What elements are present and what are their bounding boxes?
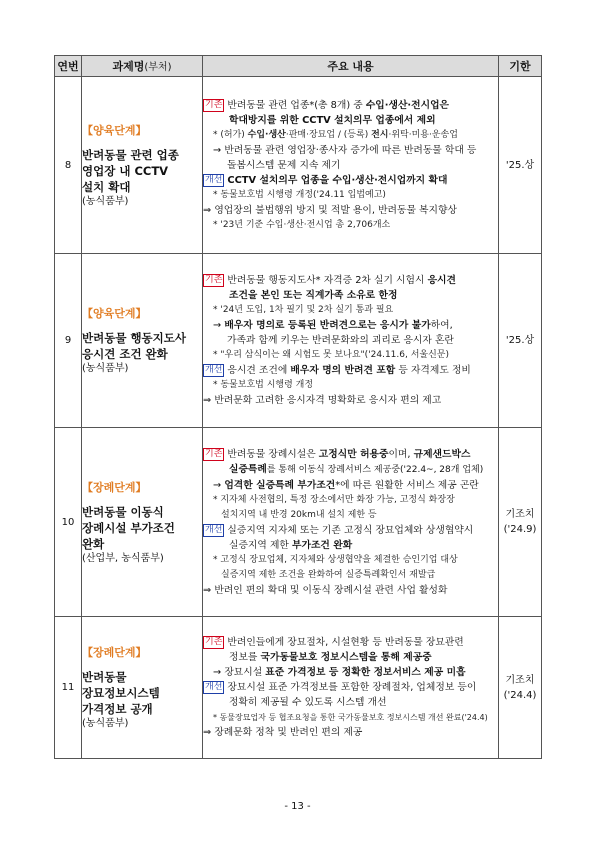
content-text: 정확히 제공될 수 있도록 시스템 개선 (229, 697, 387, 708)
task-cell (82, 428, 203, 617)
arrow-line: → 장묘시설 표준 가격정보 등 정확한 정보서비스 제공 미흡 (213, 667, 466, 678)
arrow-line: → 엄격한 실증특례 부가조건*에 따른 원활한 서비스 제공 곤란 (213, 479, 479, 491)
content-cell (203, 77, 499, 254)
content-text: 반려인들에게 장묘절차, 시설현황 등 반려동물 장묘관련 (227, 637, 464, 648)
arrow-line: → 반려동물 관련 영업장·종사자 증가에 따른 반려동물 학대 등 (213, 144, 477, 156)
current-tag: 기존 (205, 637, 223, 647)
task-title-line: 완화 (82, 536, 105, 551)
department: (농식품부) (82, 718, 129, 729)
page-number: - 13 - (284, 801, 311, 812)
current-tag: 기존 (205, 275, 223, 285)
result-line: ⇒ 장례문화 정착 및 반려인 편의 제공 (203, 727, 363, 738)
content-text: 장묘시설 표준 가격정보를 포함한 장례절차, 업체정보 등이 (227, 682, 477, 693)
footnote: * "우리 삼식이는 왜 시험도 못 보나요"('24.11.6, 서울신문) (213, 350, 450, 360)
due-cell: '25.상 (499, 254, 542, 428)
current-tag: 기존 (205, 448, 223, 459)
row-number: 9 (55, 254, 82, 428)
task-title-line: 장례시설 부가조건 (82, 520, 175, 535)
content-bold: 수입·생산·전시업은 (365, 99, 449, 111)
task-title-line: 설치 확대 (82, 179, 131, 194)
footnote: * 동물보호법 시행령 개정('24.11 입법예고) (213, 189, 386, 200)
table-row (55, 254, 542, 428)
header-year: 연번 (55, 56, 82, 77)
due-cell: 기조치 ('24.4) (499, 617, 542, 759)
header-due: 기한 (499, 56, 542, 77)
header-row (55, 56, 542, 77)
task-title-line: 반려동물 (82, 670, 127, 684)
task-cell (82, 617, 203, 759)
task-title-line: 반려동물 행동지도사 (82, 331, 186, 345)
task-cell (82, 77, 203, 254)
header-content: 주요 내용 (203, 56, 499, 77)
header-task (82, 56, 203, 77)
content-text: 실증지역 제한 부가조건 완화 (229, 539, 353, 551)
row-number: 11 (55, 617, 82, 759)
improve-tag: 개선 (205, 682, 223, 692)
table-row (55, 428, 542, 617)
content-bold: 학대방지를 위한 CCTV 설치의무 업종에서 제외 (229, 114, 436, 126)
task-title-line: 가격정보 공개 (82, 702, 153, 716)
content-bold: 조건을 본인 또는 직계가족 소유로 한정 (229, 290, 398, 301)
department: (산업부, 농식품부) (82, 552, 164, 564)
content-cell: 기존 반려동물 장례시설은 고정식만 허용중이며, 규제샌드박스 실증특례를 통해 이동식 장례서비스 제공중('22.4~, 28개 업체) → 엄격한 실증특례 부가조건*에 따른 원활한 서비스 제공 곤란 * 지자체 사전협의, 특정 장소에서만 화장 가능, 고정식 화장장 설치지역 내 반경 20km내 설치 제한 등 개선 실증지역 지자체 또는 기존 고정식 장묘업체와 상생협약시 실증지역 제한 부가조건 완화 * 고정식 장묘업체, 지자체와 상생협약을 체결한 승인기업 대상 실증지역 제한 조건을 완화하여 실증특례확인서 재발급 ⇒ 반려인 편의 확대 및 이동식 장례시설 관련 사업 활성화 (203, 428, 499, 617)
header-task-sub: (부처) (144, 62, 172, 73)
arrow-line-cont: 돌봄시스템 문제 지속 제기 (227, 159, 341, 171)
current-tag: 기존 (205, 99, 223, 110)
content-cell (203, 617, 499, 759)
department: (농식품부) (82, 195, 129, 207)
arrow-line: → 배우자 명의로 등록된 반려견으로는 응시가 불가하여, (213, 320, 453, 331)
due-cell: 기조치 ('24.9) (499, 428, 542, 617)
department: (농식품부) (82, 363, 129, 374)
stage-label: 【양육단계】 (82, 123, 147, 137)
task-title-line: 응시견 조건 완화 (82, 347, 168, 361)
stage-label: 【양육단계】 (82, 307, 147, 320)
task-title-line: 반려동물 이동식 (82, 504, 164, 519)
improve-tag: 개선 (205, 524, 223, 535)
content-text: 정보를 국가동물보호 정보시스템을 통해 제공중 (229, 652, 432, 663)
footnote: * 동물보호법 시행령 개정 (213, 380, 314, 390)
footnote-cont: 설치지역 내 반경 20km내 설치 제한 등 (221, 509, 377, 520)
result-line: ⇒ 영업장의 불법행위 방지 및 적발 용이, 반려동물 복지향상 (203, 204, 457, 216)
task-title-line: 장묘정보시스템 (82, 686, 160, 700)
content-bold: CCTV 설치의무 업종을 수입·생산·전시업까지 확대 (227, 174, 448, 186)
footnote: * '24년 도입, 1차 필기 및 2차 실기 통과 필요 (213, 305, 394, 315)
result-line: ⇒ 반려문화 고려한 응시자격 명확화로 응시자 편의 제고 (203, 395, 442, 406)
content-text: 실증지역 지자체 또는 기존 고정식 장묘업체와 상생협약시 (227, 524, 474, 536)
arrow-line-cont: 가족과 함께 키우는 반려문화와의 괴리로 응시자 혼란 (227, 335, 454, 346)
header-task-label: 과제명 (112, 60, 145, 73)
footnote-cont: 실증지역 제한 조건을 완화하여 실증특례확인서 재발급 (221, 569, 436, 580)
footnote: * '23년 기준 수입·생산·전시업 총 2,706개소 (213, 219, 391, 230)
task-title-line: 반려동물 관련 업종 (82, 147, 179, 162)
footnote: * (허가) 수입·생산·판매·장묘업 / (등록) 전시·위탁·미용·운송업 (213, 129, 458, 140)
result-line: ⇒ 반려인 편의 확대 및 이동식 장례시설 관련 사업 활성화 (203, 584, 448, 596)
policy-table (54, 55, 542, 759)
footnote: * 동물장묘업자 등 협조요청을 통한 국가동물보호 정보시스템 개선 완료('24.4) (213, 713, 488, 722)
table-row (55, 77, 542, 254)
improve-tag: 개선 (205, 174, 223, 185)
task-title-line: 영업장 내 CCTV (82, 163, 169, 178)
due-cell: '25.상 (499, 77, 542, 254)
row-number: 8 (55, 77, 82, 254)
content-text: 반려동물 행동지도사* 자격증 2차 실기 시험시 (227, 275, 428, 286)
content-text: 반려동물 관련 업종*(총 8개) 중 (227, 99, 366, 111)
row-number: 10 (55, 428, 82, 617)
table-row (55, 617, 542, 759)
footnote: * 고정식 장묘업체, 지자체와 상생협약을 체결한 승인기업 대상 (213, 554, 458, 565)
footnote: * 지자체 사전협의, 특정 장소에서만 화장 가능, 고정식 화장장 (213, 494, 455, 505)
content-bold: 응시견 (427, 275, 456, 286)
task-cell (82, 254, 203, 428)
content-text: 실증특례를 통해 이동식 장례서비스 제공중('22.4~, 28개 업체) (229, 463, 484, 475)
improve-tag: 개선 (205, 365, 223, 375)
content-cell: 기존 반려동물 행동지도사* 자격증 2차 실기 시험시 응시견 조건을 본인 또는 직계가족 소유로 한정 * '24년 도입, 1차 필기 및 2차 실기 통과 필요 → 배우자 명의로 등록된 반려견으로는 응시가 불가하여, 가족과 함께 키우는 반려문화와의 괴리로 응시자 혼란 * "우리 삼식이는 왜 시험도 못 보나요"('24.11.6, 서울신문) 개선 응시견 조건에 배우자 명의 반려견 포함 등 자격제도 정비 * 동물보호법 시행령 개정 ⇒ 반려문화 고려한 응시자격 명확화로 응시자 편의 제고 (203, 254, 499, 428)
stage-label: 【장례단계】 (82, 646, 147, 659)
stage-label: 【장례단계】 (82, 480, 147, 494)
